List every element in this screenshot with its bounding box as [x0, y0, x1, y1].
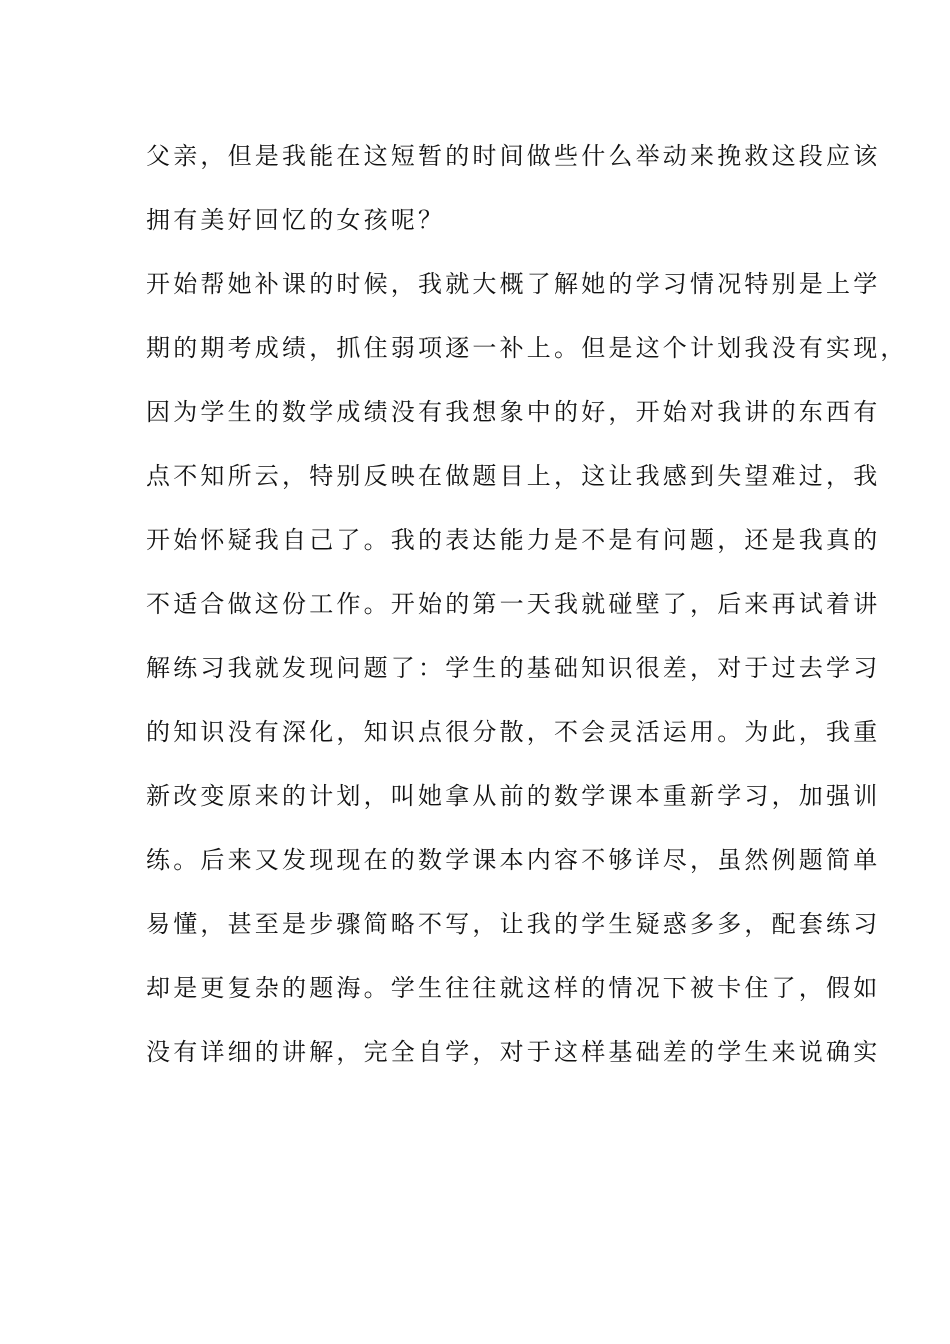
text-line: 点不知所云，特别反映在做题目上，这让我感到失望难过，我: [146, 462, 881, 490]
text-line: 开始帮她补课的时候，我就大概了解她的学习情况特别是上学: [146, 270, 881, 298]
text-line: 练。后来又发现现在的数学课本内容不够详尽，虽然例题简单: [146, 846, 881, 874]
text-line: 拥有美好回忆的女孩呢？: [146, 206, 446, 234]
text-line: 易懂，甚至是步骤简略不写，让我的学生疑惑多多，配套练习: [146, 910, 881, 938]
text-line: 却是更复杂的题海。学生往往就这样的情况下被卡住了，假如: [146, 974, 881, 1002]
body-text: [146, 124, 908, 1084]
text-line: 因为学生的数学成绩没有我想象中的好，开始对我讲的东西有: [146, 398, 881, 426]
text-line: 开始怀疑我自己了。我的表达能力是不是有问题，还是我真的: [146, 526, 881, 554]
text-line: 父亲，但是我能在这短暂的时间做些什么举动来挽救这段应该: [146, 142, 881, 170]
text-line: 新改变原来的计划，叫她拿从前的数学课本重新学习，加强训: [146, 782, 881, 810]
text-line: 的知识没有深化，知识点很分散，不会灵活运用。为此，我重: [146, 718, 881, 746]
text-line: 期的期考成绩，抓住弱项逐一补上。但是这个计划我没有实现，: [146, 334, 908, 362]
text-line: 没有详细的讲解，完全自学，对于这样基础差的学生来说确实: [146, 1038, 881, 1066]
text-line: 解练习我就发现问题了：学生的基础知识很差，对于过去学习: [146, 654, 881, 682]
text-line: 不适合做这份工作。开始的第一天我就碰壁了，后来再试着讲: [146, 590, 881, 618]
